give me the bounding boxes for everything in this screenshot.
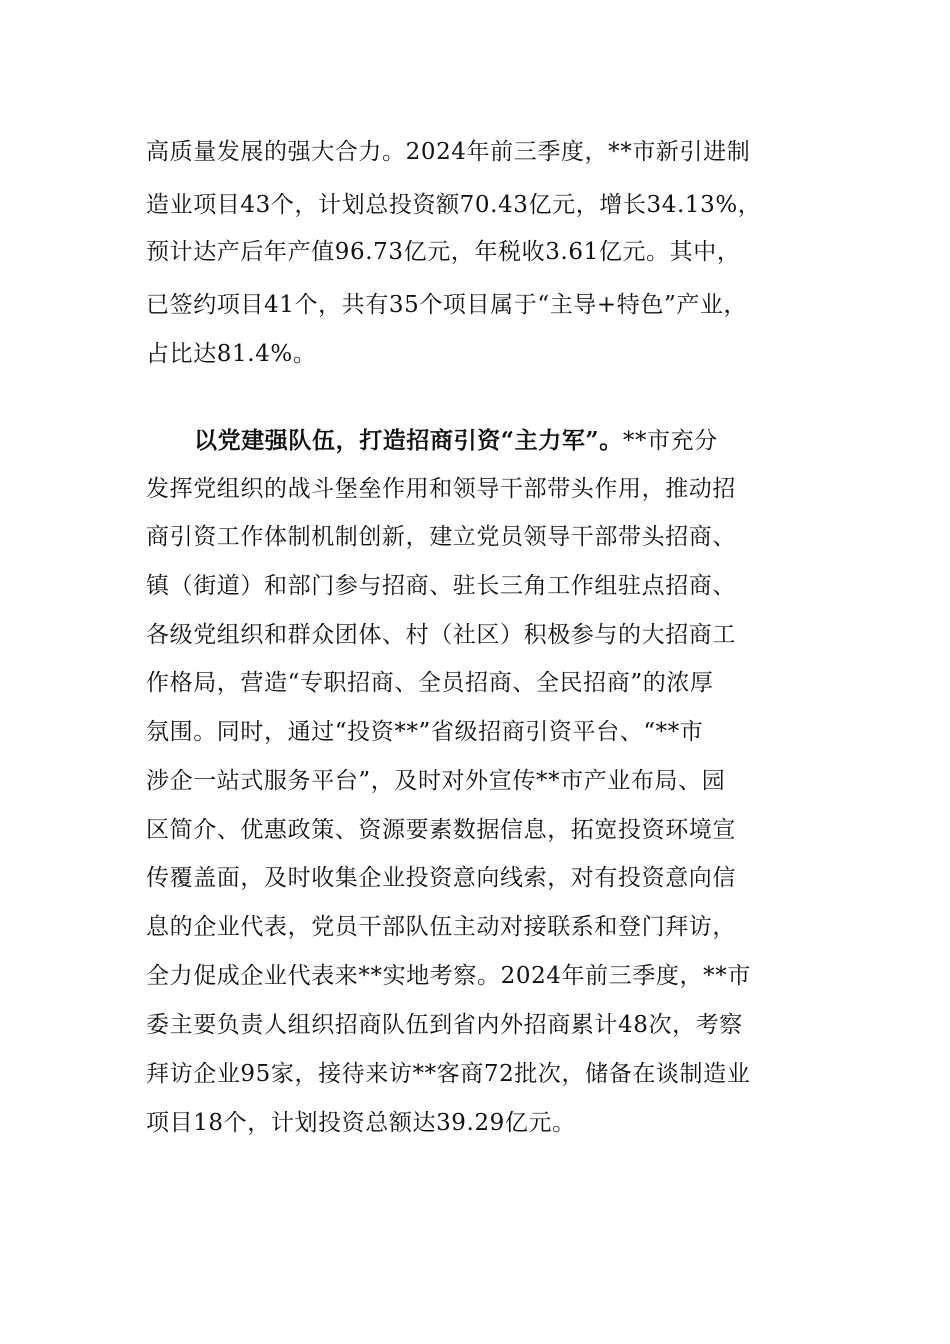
paragraph-2-line-14: 拜访企业95家，接待来访**客商72批次，储备在谈制造业	[146, 1061, 751, 1087]
paragraph-2-line-13: 委主要负责人组织招商队伍到省内外招商累计48次，考察	[146, 1012, 743, 1038]
paragraph-1-line-2: 造业项目43个，计划总投资额70.43亿元，增长34.13%，	[146, 192, 762, 218]
paragraph-2-line-9: 区简介、优惠政策、资源要素数据信息，拓宽投资环境宣	[146, 817, 736, 843]
paragraph-2-line-15: 项目18个，计划投资总额达39.29亿元。	[146, 1110, 576, 1136]
paragraph-2-line-3: 商引资工作体制机制创新，建立党员领导干部带头招商、	[146, 524, 736, 550]
paragraph-1-line-1: 高质量发展的强大合力。2024年前三季度，**市新引进制	[146, 139, 751, 165]
paragraph-2-line-11: 息的企业代表，党员干部队伍主动对接联系和登门拜访，	[146, 914, 736, 940]
paragraph-2-line-6: 作格局，营造“专职招商、全员招商、全民招商”的浓厚	[146, 670, 714, 696]
paragraph-2-line-5: 各级党组织和群众团体、村（社区）积极参与的大招商工	[146, 622, 736, 648]
paragraph-1-line-3: 预计达产后年产值96.73亿元，年税收3.61亿元。其中，	[146, 239, 741, 265]
paragraph-2-line-7: 氛围。同时，通过“投资**”省级招商引资平台、“**市	[146, 719, 704, 745]
paragraph-2-line-4: 镇（街道）和部门参与招商、驻长三角工作组驻点招商、	[146, 573, 736, 599]
paragraph-2-line-12: 全力促成企业代表来**实地考察。2024年前三季度，**市	[146, 963, 751, 989]
paragraph-2-line-8: 涉企一站式服务平台”，及时对外宣传**市产业布局、园	[146, 768, 726, 794]
paragraph-2-line-10: 传覆盖面，及时收集企业投资意向线索，对有投资意向信	[146, 865, 736, 891]
paragraph-2-line-1	[194, 426, 814, 456]
paragraph-1-line-4: 已签约项目41个，共有35个项目属于“主导+特色”产业，	[146, 292, 748, 318]
paragraph-2-first-line-rest: **市充分	[622, 428, 718, 454]
paragraph-2-heading: 以党建强队伍，打造招商引资“主力军”。	[194, 427, 623, 454]
paragraph-2-line-2: 发挥党组织的战斗堡垒作用和领导干部带头作用，推动招	[146, 476, 736, 502]
paragraph-1-line-5: 占比达81.4%。	[146, 341, 317, 367]
